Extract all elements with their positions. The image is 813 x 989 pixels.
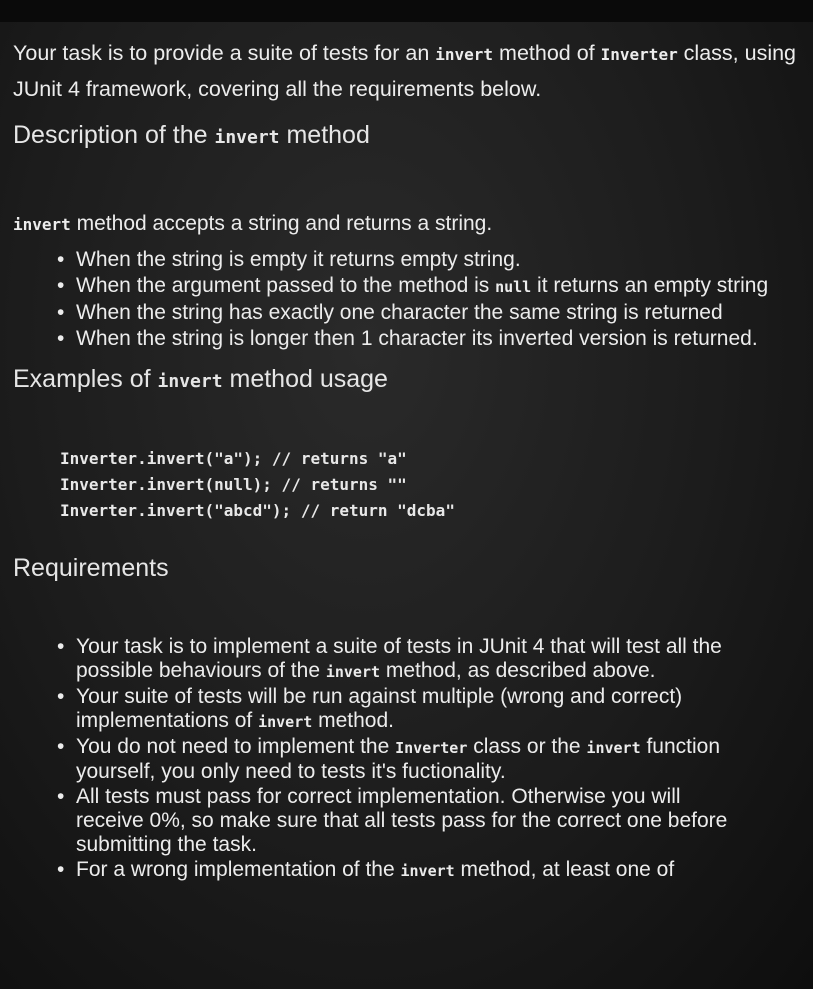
list-item-text: Your task is to implement a suite of tests in JUnit 4 that will test all the possible behaviours of the — [76, 635, 722, 682]
code-line: Inverter.invert("a"); // returns "a" — [60, 449, 407, 468]
list-item-text: When the argument passed to the method is — [76, 274, 496, 297]
description-paragraph — [13, 212, 803, 236]
bullet-icon: • — [57, 274, 65, 297]
list-item-text: method, at least one of — [454, 858, 675, 881]
list-item-text: All tests must pass for correct implementation. Otherwise you will receive 0%, so make sure that all tests pass for the correct one before submitting the task. — [76, 785, 728, 856]
list-item-text: function yourself, you only need to tests it's fuctionality. — [76, 735, 721, 783]
bullet-icon: • — [57, 735, 65, 758]
bullet-icon: • — [57, 635, 65, 658]
list-item-text: method, as described above. — [380, 659, 656, 682]
bullet-icon: • — [57, 248, 65, 271]
code-line: Inverter.invert("abcd"); // return "dcba" — [60, 501, 455, 520]
description-text: method accepts a string and returns a string. — [70, 212, 493, 235]
list-item — [13, 635, 753, 684]
list-item — [13, 248, 803, 272]
list-item-text: For a wrong implementation of the — [76, 858, 401, 881]
list-item — [13, 735, 753, 784]
requirements-heading: Requirements — [13, 554, 169, 582]
intro-text: method of — [493, 41, 601, 65]
bullet-icon: • — [57, 327, 65, 350]
list-item-text: method. — [312, 709, 394, 732]
heading-text: Description of the — [13, 121, 215, 149]
heading-text: method — [279, 121, 370, 149]
heading-code: invert — [157, 371, 223, 392]
list-item — [13, 327, 803, 351]
list-item-text: When the string is longer then 1 character its inverted version is returned. — [76, 327, 758, 350]
list-item-text: When the string has exactly one character the same string is returned — [76, 301, 723, 324]
list-item-text: You do not need to implement the — [76, 735, 396, 758]
list-item — [13, 301, 803, 325]
list-item-text: class or the — [467, 735, 587, 758]
intro-code-inverter: Inverter — [600, 45, 678, 64]
list-item-code: invert — [258, 713, 313, 731]
list-item — [13, 274, 803, 299]
bullet-icon: • — [57, 858, 65, 881]
list-item — [13, 785, 753, 857]
intro-text: Your task is to provide a suite of tests for an — [13, 41, 436, 65]
examples-heading — [13, 365, 803, 394]
description-code: invert — [13, 215, 71, 234]
list-item — [13, 858, 753, 883]
list-item-code: Inverter — [395, 739, 468, 757]
bullet-icon: • — [57, 301, 65, 324]
description-heading — [13, 121, 803, 150]
bullet-icon: • — [57, 685, 65, 708]
intro-code-invert: invert — [435, 45, 494, 64]
list-item — [13, 685, 753, 734]
top-dark-band — [0, 0, 813, 22]
intro-paragraph — [13, 36, 803, 106]
bullet-icon: • — [57, 785, 65, 808]
list-item-code: invert — [586, 739, 641, 757]
heading-code: invert — [214, 127, 280, 148]
list-item-code: invert — [325, 663, 381, 681]
task-content — [13, 36, 803, 884]
code-line: Inverter.invert(null); // returns "" — [60, 475, 407, 494]
list-item-text: it returns an empty string — [531, 274, 769, 297]
heading-text: method usage — [222, 365, 388, 393]
list-item-code: invert — [400, 862, 455, 880]
list-item-text: Your suite of tests will be run against multiple (wrong and correct) implementations of — [76, 685, 683, 732]
behaviour-list — [13, 248, 803, 351]
list-item-code: null — [495, 278, 532, 296]
code-example-block — [60, 446, 803, 524]
requirements-list — [13, 635, 753, 883]
intro-text: class, using JUnit 4 framework, covering all the requirements below. — [13, 41, 797, 101]
list-item-text: When the string is empty it returns empty string. — [76, 248, 521, 271]
heading-text: Examples of — [13, 365, 158, 393]
